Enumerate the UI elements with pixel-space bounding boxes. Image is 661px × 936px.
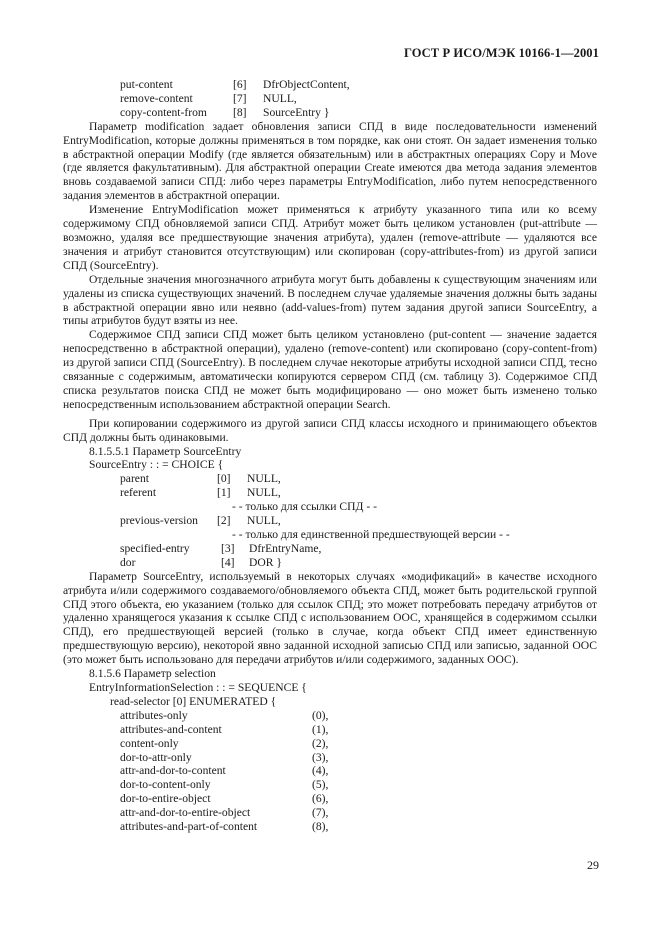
code-tag: [3] bbox=[221, 541, 235, 555]
code-field-name: parent bbox=[120, 472, 149, 486]
code-tag: [8] bbox=[233, 105, 247, 119]
enum-value: (8), bbox=[312, 820, 329, 834]
code-tag: [2] bbox=[217, 514, 231, 528]
page-number: 29 bbox=[587, 858, 599, 872]
enum-row bbox=[63, 778, 597, 792]
code-type: DfrEntryName, bbox=[249, 541, 322, 555]
enum-value: (0), bbox=[312, 708, 329, 722]
enum-row bbox=[63, 820, 597, 834]
paragraph-multivalue: Отдельные значения многозначного атрибута могут быть добавлены к существующим значениям или удалены из списка существующих значений. В последнем случае удаляемые значения должны быть заданы в абстрактной операции явно или неявно (add-values-from) путем задания другой записи SourceEntry, а типы атрибутов будут взяты из нее. bbox=[63, 272, 597, 328]
code-comment-row bbox=[63, 500, 597, 514]
paragraph-entry-modification: Изменение EntryModification может применяться к атрибуту указанного типа или ко всему содержимому СПД обновляемой записи СПД. Атрибут может быть целиком установлен (put-attribute — возможно, удаляя все предшествующие значения атрибута), удален (remove-attribute — удаляются все значения и атрибут становится отсутствующим) или скопирован (copy-attributes-from) из другой записи СПД (SourceEntry). bbox=[63, 203, 597, 272]
code-sub-open: read-selector [0] ENUMERATED { bbox=[110, 694, 277, 708]
code-row bbox=[63, 514, 597, 528]
code-field-name: previous-version bbox=[120, 514, 198, 528]
enum-row bbox=[63, 709, 597, 723]
code-tag: [6] bbox=[233, 78, 247, 91]
enum-value: (2), bbox=[312, 736, 329, 750]
code-field-name: referent bbox=[120, 486, 157, 500]
enum-name: content-only bbox=[120, 736, 179, 750]
enum-name: attr-and-dor-to-content bbox=[120, 764, 226, 778]
enum-name: dor-to-content-only bbox=[120, 778, 211, 792]
code-field-name: specified-entry bbox=[120, 541, 190, 555]
enum-row bbox=[63, 764, 597, 778]
code-comment-row bbox=[63, 528, 597, 542]
code-field-name: remove-content bbox=[120, 91, 193, 105]
code-field-name: put-content bbox=[120, 78, 173, 91]
section-heading-source-entry: 8.1.5.5.1 Параметр SourceEntry bbox=[89, 444, 242, 458]
enum-name: dor-to-attr-only bbox=[120, 750, 192, 764]
code-field-name: dor bbox=[120, 555, 136, 569]
code-type: DOR } bbox=[249, 555, 282, 569]
enum-value: (6), bbox=[312, 792, 329, 806]
code-type: NULL, bbox=[247, 472, 281, 486]
code-tag: [0] bbox=[217, 472, 231, 486]
paragraph-modification: Параметр modification задает обновления записи СПД в виде последовательности изменений EntryModification, которые должны применяться в том порядке, как они стоят. Он задает изменения только в абстрактной операции Modify (где является обязательным) или в абстрактных операциях Copy и Move (где является факультативным). Для абстрактной операции Create имеются два метода задания элементов вновь создаваемой записи СПД: либо через параметры EntryModification, либо путем непосредственного задания элементов в абстрактной операции. bbox=[63, 119, 597, 203]
code-block-selection bbox=[63, 681, 597, 834]
paragraph-source-entry: Параметр SourceEntry, используемый в некоторых случаях «модификаций» в качестве исходного атрибута и/или содержимого создаваемого/обновляемого объекта СПД, может быть родительской группой СПД этого объекта, ею указанием (только для ссылок СПД; это может потребовать передачу атрибутов от удаленно хранящегося указания к ссылке СПД с использованием ООС, хранящейся в содержимом ссылки СПД), его предшествующей версией (только в случае, когда объект СПД имеет единственную предшествующую версию), некоторой явно заданной исходной записью СПД или записью, заданной ООС (это может быть использовано для передачи атрибутов и/или содержимого, заданных ООС). bbox=[63, 569, 597, 667]
code-row bbox=[63, 78, 597, 92]
code-field-name: copy-content-from bbox=[120, 105, 207, 119]
enum-value: (3), bbox=[312, 750, 329, 764]
document-header: ГОСТ Р ИСО/МЭК 10166-1—2001 bbox=[403, 46, 599, 60]
enum-value: (4), bbox=[312, 764, 329, 778]
code-block-source-entry bbox=[63, 458, 597, 569]
code-row bbox=[63, 472, 597, 486]
enum-row bbox=[63, 806, 597, 820]
code-type: NULL, bbox=[247, 486, 281, 500]
code-open: EntryInformationSelection : : = SEQUENCE { bbox=[89, 680, 307, 694]
enum-value: (1), bbox=[312, 722, 329, 736]
code-open: SourceEntry : : = CHOICE { bbox=[89, 458, 224, 472]
code-type: NULL, bbox=[247, 514, 281, 528]
enum-name: attributes-and-content bbox=[120, 722, 222, 736]
paragraph-content: Содержимое СПД записи СПД может быть целиком установлено (put-content — значение задается непосредственно в абстрактной операции), удалено (remove-content) или скопировано (copy-content-from) из другой записи СПД (SourceEntry). В последнем случае некоторые атрибуты исходной записи СПД, тесно связанные с содержимым, автоматически копируются сервером СПД (см. таблицу 3). Содержимое СПД списка результатов поиска СПД не может быть модифицировано — оно может быть изменено только непосредственным использованием абстрактной операции Search. bbox=[63, 328, 597, 411]
code-block-modification-tail bbox=[63, 78, 597, 120]
enum-name: dor-to-entire-object bbox=[120, 792, 211, 806]
code-tag: [4] bbox=[221, 555, 235, 569]
page-content bbox=[63, 78, 597, 834]
code-row bbox=[63, 92, 597, 106]
code-tag: [7] bbox=[233, 91, 247, 105]
code-type: SourceEntry } bbox=[263, 105, 330, 119]
code-tag: [1] bbox=[217, 486, 231, 500]
code-row bbox=[63, 556, 597, 570]
code-row bbox=[63, 486, 597, 500]
enum-name: attr-and-dor-to-entire-object bbox=[120, 806, 251, 820]
enum-name: attributes-and-part-of-content bbox=[120, 820, 258, 834]
enum-name: attributes-only bbox=[120, 708, 188, 722]
enum-row bbox=[63, 751, 597, 765]
enum-row bbox=[63, 723, 597, 737]
enum-row bbox=[63, 792, 597, 806]
paragraph-copy-content: При копировании содержимого из другой записи СПД классы исходного и принимающего объектов СПД должны быть одинаковыми. bbox=[63, 416, 597, 444]
enum-value: (5), bbox=[312, 778, 329, 792]
code-comment: - - только для единственной предшествующей версии - - bbox=[232, 528, 510, 541]
section-heading-selection: 8.1.5.6 Параметр selection bbox=[89, 667, 216, 681]
enum-value: (7), bbox=[312, 806, 329, 820]
code-type: NULL, bbox=[263, 91, 297, 105]
code-type: DfrObjectContent, bbox=[263, 78, 350, 91]
code-row bbox=[63, 542, 597, 556]
enum-row bbox=[63, 737, 597, 751]
code-row bbox=[63, 106, 597, 120]
code-comment: - - только для ссылки СПД - - bbox=[232, 500, 377, 514]
